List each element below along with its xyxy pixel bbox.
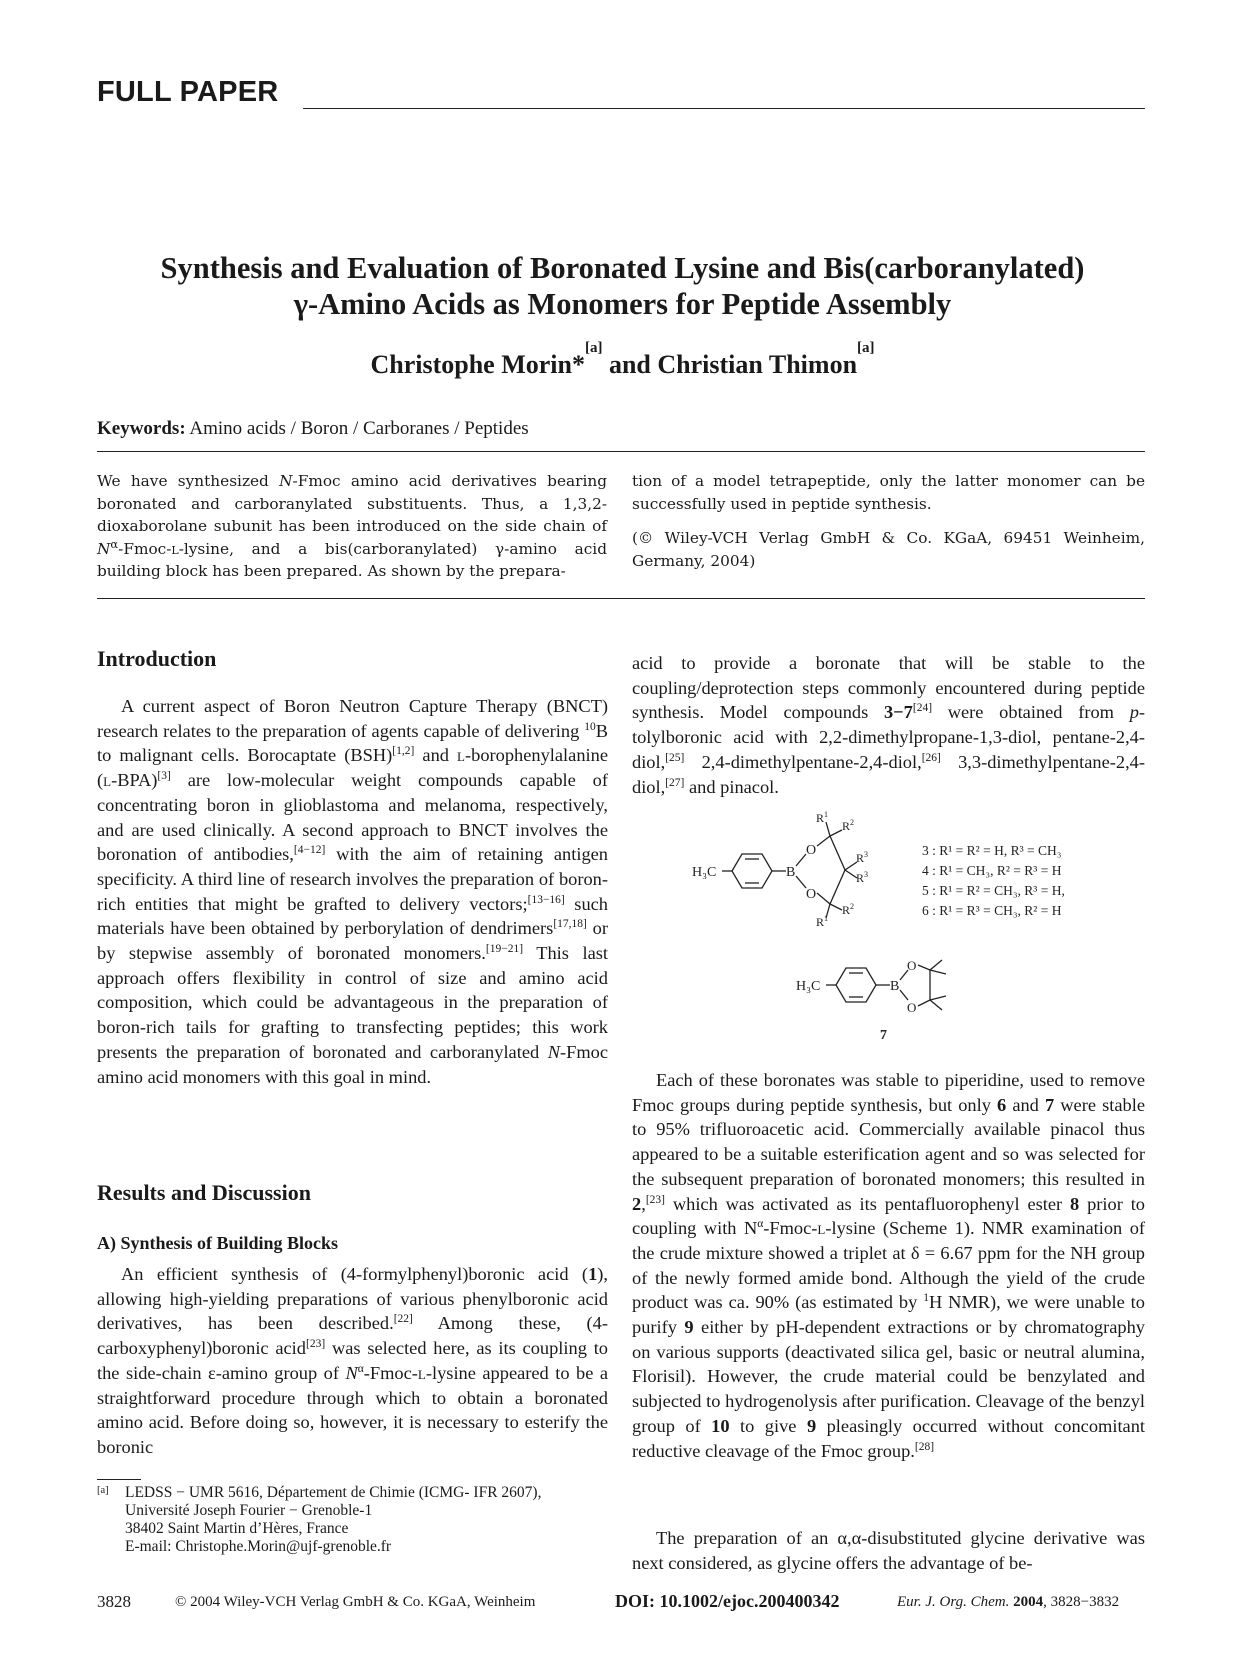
journal-citation (897, 1594, 1119, 1611)
bond (900, 990, 908, 1000)
citation: [26] (921, 751, 941, 764)
bond (830, 904, 842, 910)
citation: [23] (306, 1337, 326, 1350)
text-run: An efficient synthesis of (4-formylphenyl)boronic acid ( (121, 1264, 589, 1284)
text-run: This last approach offers flexibility in control of size and amino acid composition, which could be advantageous in the preparation of boron-rich tails for grafting to transfecting peptides; this work presents the preparation of boronated and carboranylated (97, 943, 608, 1062)
footnote-line: LEDSS − UMR 5616, Département de Chimie (ICMG- IFR 2607), Université Joseph Fourier − Grenoble-1 (125, 1484, 542, 1519)
text-run: which was activated as its pentafluorophenyl ester (664, 1193, 1071, 1214)
superscript: α (757, 1218, 764, 1231)
compound-definition: 6 : R¹ = R³ = CH₃, R² = H (922, 903, 1062, 918)
bond (930, 996, 946, 1000)
footnote-line: 38402 Saint Martin d’Hères, France (125, 1520, 349, 1537)
abstract-right-column (632, 470, 1145, 572)
keywords-text: Amino acids / Boron / Carboranes / Peptides (185, 418, 529, 439)
compound-number: 1 (588, 1264, 598, 1284)
substituent-label: $R^2$ (842, 902, 855, 917)
compound-number: 7 (880, 1028, 887, 1040)
building-blocks-paragraph (97, 1262, 608, 1460)
header-rule (303, 108, 1145, 109)
text-run: N (279, 472, 293, 490)
text-run: such materials have been obtained by perborylation of dendrimers (97, 893, 609, 939)
text-run: -lysine, and a bis(carboranylated) γ-amino acid building block has been prepared. As shown by the prepara- (97, 539, 607, 580)
title-line-1: Synthesis and Evaluation of Boronated Lysine and Bis(carboranylated) (160, 251, 1085, 285)
text-run: l (103, 770, 112, 791)
text-run: with the aim of retaining antigen specificity. A third line of research involves the preparation of boron-rich entities that might be grafted to delivery vectors; (97, 844, 608, 914)
text-run: pleasingly occurred without concomitant reductive cleavage of the Fmoc group. (632, 1415, 1146, 1461)
bond (817, 836, 830, 846)
methyl-label: H₃C (796, 979, 821, 994)
text-run: l (171, 539, 179, 558)
bond (796, 876, 806, 888)
oxygen-label: O (806, 843, 817, 858)
text-run: Each of these boronates was stable to piperidine, used to remove Fmoc groups during peptide synthesis, but only (632, 1070, 1145, 1115)
doi: DOI: 10.1002/ejoc.200400342 (615, 1591, 840, 1611)
citation: [19−21] (485, 942, 524, 955)
copyright-note: (© Wiley-VCH Verlag GmbH & Co. KGaA, 69451 Weinheim, Germany, 2004) (632, 529, 1145, 570)
heading-introduction: Introduction (97, 646, 217, 671)
citation: [1,2] (392, 745, 415, 758)
compound-number: 10 (711, 1415, 730, 1436)
bond (796, 854, 806, 866)
heading-results-discussion: Results and Discussion (97, 1180, 311, 1205)
oxygen-label: O (806, 887, 817, 902)
introduction-paragraph (97, 694, 608, 1089)
compound-number: 7 (1044, 1094, 1055, 1115)
journal-year: 2004 (1013, 1594, 1044, 1610)
superscript: 1 (923, 1292, 929, 1305)
text-run: -borophenylalanine ( (97, 745, 608, 791)
citation: [27] (665, 776, 685, 789)
citation: [24] (912, 702, 933, 715)
compound-legend (922, 843, 1065, 918)
bond (918, 965, 930, 970)
page-number: 3828 (97, 1592, 131, 1611)
text-run: acid to provide a boronate that will be stable to the coupling/deprotection steps commonly encountered during peptide synthesis. Model compounds (632, 653, 1145, 723)
bond (930, 970, 946, 974)
right-column-paragraph-3 (632, 1526, 1145, 1575)
superscript: α (357, 1362, 364, 1375)
citation: [3] (157, 769, 171, 782)
text-run: N (97, 539, 111, 558)
text-run: -Fmoc- (763, 1218, 818, 1239)
text-run: We have synthesized (97, 472, 280, 490)
text-run: were obtained from (932, 702, 1130, 723)
author-list (100, 340, 1145, 380)
text-run: are low-molecular weight compounds capable of concentrating boron in glioblastoma and melanoma, respectively, and are used clinically. A second approach to BNCT involves the boronation of antibodies, (97, 770, 608, 865)
text-run: Among these, (4-carboxyphenyl)boronic acid (97, 1313, 608, 1359)
right-column-paragraph-2 (632, 1068, 1145, 1463)
compound-number: 9 (806, 1415, 817, 1436)
boronate-structures-scheme (650, 810, 1130, 1040)
affiliation-marker: [a] (857, 340, 875, 356)
abstract-text: tion of a model tetrapeptide, only the latter monomer can be successfully used in peptide synthesis. (632, 472, 1145, 513)
substituent-label: $R^3$ (856, 870, 869, 885)
affiliation-footnote (97, 1484, 608, 1556)
compound-number: 6 (997, 1094, 1007, 1115)
citation: [22] (393, 1313, 413, 1326)
citation: [17,18] (553, 918, 587, 931)
text-run: , (641, 1193, 646, 1214)
text-run: 3,3-dimethylpentane-2,4-diol, (632, 751, 1145, 797)
text-run: -lysine appeared to be a straightforward procedure through which to obtain a boronated amino acid. Before doing so, however, it is necessary to esterify the boronic (97, 1362, 608, 1457)
title-line-2: γ-Amino Acids as Monomers for Peptide Assembly (293, 287, 952, 321)
oxygen-label: O (907, 1000, 917, 1015)
text-run: The preparation of an α,α-disubstituted glycine derivative was next considered, as glycine offers the advantage of be- (632, 1528, 1145, 1573)
compound-definition: 4 : R¹ = CH₃, R² = R³ = H (922, 863, 1062, 878)
bond (817, 893, 830, 904)
pinacol-boronate-structure (796, 958, 946, 1040)
footnote-rule (97, 1479, 141, 1480)
text-run: were stable to 95% trifluoroacetic acid. Commercially available pinacol thus appeared to be a suitable esterification agent and so was selected for the subsequent preparation of boronated monomers; this resulted in (632, 1094, 1145, 1189)
text-run: A current aspect of Boron Neutron Capture Therapy (BNCT) research relates to the preparation of agents capable of delivering (97, 696, 608, 741)
text-run: -Fmoc- (363, 1362, 418, 1383)
compound-number: 8 (1070, 1193, 1080, 1214)
text-run: was selected here, as its coupling to the side-chain ε-amino group of (97, 1338, 608, 1383)
text-run: -Fmoc- (118, 539, 172, 558)
oxygen-label: O (907, 958, 917, 973)
subheading-building-blocks: A) Synthesis of Building Blocks (97, 1233, 339, 1253)
bond (930, 960, 942, 970)
section-label: FULL PAPER (97, 76, 279, 108)
superscript: 10 (584, 720, 596, 733)
text-run: -BPA) (111, 770, 158, 791)
text-run: B to malignant cells. Borocaptate (BSH) (97, 720, 608, 766)
author-name: Christian Thimon (657, 350, 858, 379)
compound-definition: 5 : R¹ = R² = CH₃, R³ = H, (922, 883, 1065, 898)
text-run: N (345, 1362, 358, 1383)
text-run: to give (729, 1415, 807, 1436)
compound-definition: 3 : R¹ = R² = H, R³ = CH₃ (922, 843, 1062, 858)
text-run: ), allowing high-yielding preparations of various phenylboronic acid derivatives, has been described. (97, 1264, 608, 1334)
abstract-left-column (97, 470, 607, 583)
text-run: either by pH-dependent extractions or by chromatography on various supports (deactivated silica gel, basic or neutral alumina, Florisil). However, the crude material could be benzylated and subjected to hydrogenolysis after purification. Cleavage of the benzyl group of (632, 1317, 1145, 1436)
abstract-top-rule (97, 451, 1145, 452)
author-conjunction: and (602, 350, 658, 379)
text-run: l (417, 1362, 426, 1383)
compound-number: 3−7 (883, 702, 913, 723)
bond (826, 822, 830, 836)
boronate-structure-general (692, 810, 868, 929)
citation: [28] (914, 1440, 935, 1453)
journal-name: Eur. J. Org. Chem. (897, 1594, 1010, 1610)
text-run: and (414, 745, 458, 766)
abstract-bottom-rule (97, 598, 1145, 599)
citation: [13−16] (527, 893, 565, 906)
text-run: N (547, 1041, 560, 1062)
author-name: Christophe Morin* (370, 350, 585, 379)
methyl-label: H₃C (692, 865, 717, 880)
text-run: H NMR), we were unable to purify (632, 1292, 1145, 1338)
compound-number: 2 (632, 1193, 642, 1214)
text-run: and pinacol. (684, 776, 779, 797)
text-run: 2,4-dimethylpentane-2,4-diol, (684, 751, 922, 772)
substituent-label: $R^1$ (816, 914, 829, 929)
journal-pages: , 3828−3832 (1043, 1594, 1120, 1610)
text-run: or by stepwise assembly of boronated monomers. (97, 918, 609, 964)
text-run: -tolylboronic acid with 2,2-dimethylpropane-1,3-diol, pentane-2,4-diol, (632, 702, 1146, 772)
bond (830, 836, 845, 870)
text-run: l (817, 1218, 826, 1239)
text-run: l (457, 745, 465, 766)
bond (930, 1000, 942, 1010)
right-column-paragraph-1 (632, 651, 1145, 799)
substituent-label: $R^1$ (816, 810, 829, 825)
text-run: prior to coupling with N (632, 1193, 1145, 1239)
bond (830, 830, 842, 836)
citation: [4−12] (293, 844, 326, 857)
text-run: -Fmoc amino acid derivatives bearing boronated and carboranylated substituents. Thus, a 1,3,2-dioxaborolane subunit has been introduced on the side chain of (97, 472, 607, 535)
keywords (97, 418, 529, 440)
citation: [25] (665, 751, 685, 764)
footer-copyright: © 2004 Wiley-VCH Verlag GmbH & Co. KGaA, Weinheim (175, 1594, 536, 1610)
keywords-label: Keywords: (97, 418, 186, 439)
bond (918, 1000, 930, 1006)
affiliation-marker: [a] (584, 340, 603, 356)
boron-label: B (890, 979, 900, 994)
compound-number: 9 (684, 1317, 694, 1338)
bond (830, 870, 845, 904)
footnote-marker: [a] (97, 1485, 109, 1496)
boron-label: B (786, 865, 796, 880)
text-run: -lysine (Scheme 1). NMR examination of the crude mixture showed a triplet at δ = 6.67 ppm for the NH group of the newly formed amide bond. Although the yield of the crude product was ca. 90% (as estimated by (632, 1218, 1146, 1313)
text-run: p (1129, 702, 1139, 723)
citation: [23] (645, 1193, 665, 1206)
footnote-email: E-mail: Christophe.Morin@ujf-grenoble.fr (125, 1538, 392, 1555)
text-run: and (1006, 1094, 1045, 1115)
substituent-label: $R^2$ (842, 818, 855, 833)
paper-title (100, 250, 1145, 322)
text-run: -Fmoc amino acid monomers with this goal in mind. (97, 1041, 608, 1087)
superscript: α (110, 536, 119, 551)
substituent-label: $R^3$ (856, 850, 869, 865)
